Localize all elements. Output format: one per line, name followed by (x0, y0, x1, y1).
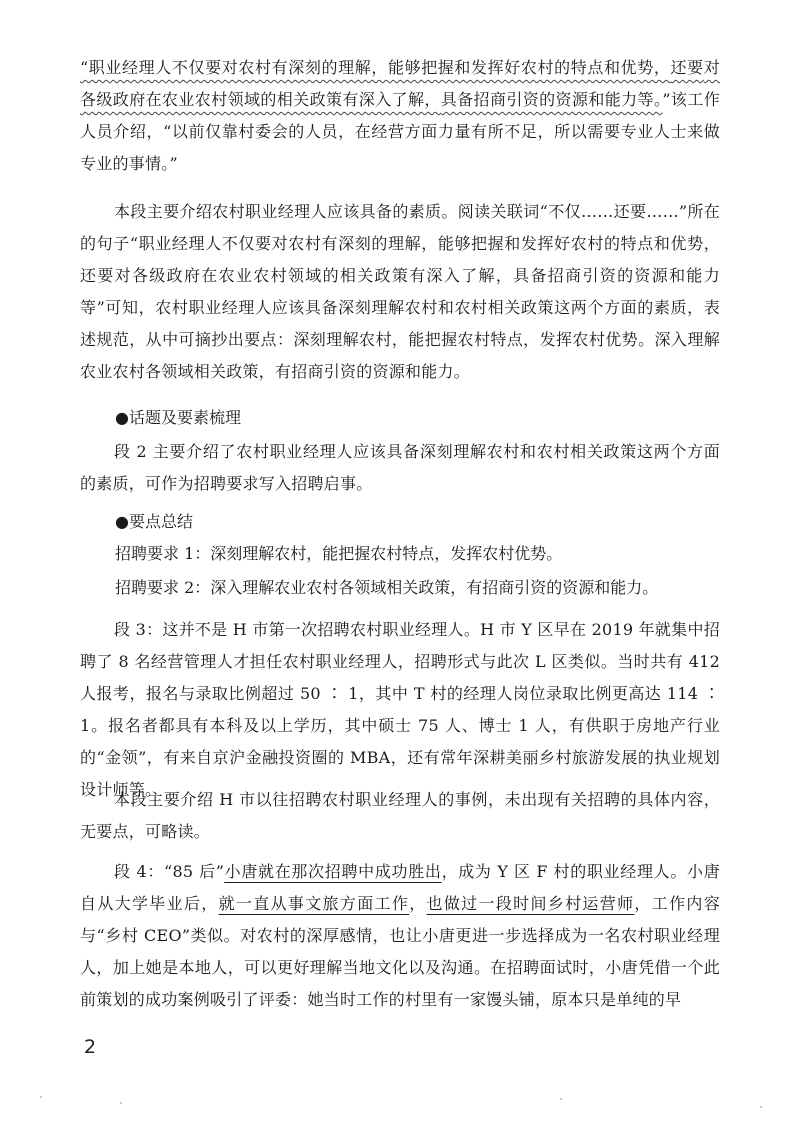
underlined-quote-4: 对各级政府在农业农村领域的相关政策有深入了解， (80, 58, 720, 109)
quote-rest: 该工作人员介绍，“以前仅靠村委会的人员，在经营方面力量有所不足，所以需要专业人士来做专业的事情。” (80, 90, 720, 173)
requirement-2: 招聘要求 2：深入理解农业农村各领域相关政策，有招商引资的资源和能力。 (115, 578, 659, 597)
requirement-1: 招聘要求 1：深刻理解农村，能把握农村特点，发挥农村优势。 (115, 544, 563, 563)
para4-underline-3: 也做过一段时间乡村运营师 (426, 894, 635, 913)
heading-topic: ●话题及要素梳理 (115, 408, 241, 427)
topic-paragraph: 段 2 主要介绍了农村职业经理人应该具备深刻理解农村和农村相关政策这两个方面的素质，可作为招聘要求写入招聘启事。 (80, 442, 720, 493)
para4-text-2: ，成为 Y 区 F 村的职业经理人。小唐自从大学毕业后， (80, 862, 720, 913)
quote-paragraph (80, 52, 720, 180)
para4-text-4: ，工作内容与“乡村 CEO”类似。对农村的深厚感情，也让小唐更进一步选择成为一名农村职业经理人，加上她是本地人，可以更好理解当地文化以及沟通。在招聘面试时，小唐凭借一个此前策划的成功案例吸引了评委：她当时工作的村里有一家馒头铺，原本只是单纯的早 (80, 894, 720, 1009)
underlined-quote-3: 还要 (670, 58, 704, 77)
underlined-quote-1: “职业经理人不仅要对农村有深刻的理解， (80, 58, 388, 77)
underlined-quote-2: 能够把握和发挥好农村的特点和优势， (387, 58, 671, 77)
paragraph-4 (80, 856, 720, 1016)
underlined-quote-5: 具备招商引资的资源和能力等。 (440, 90, 663, 109)
scan-speck (760, 1106, 762, 1108)
quote-close: ” (662, 90, 671, 109)
analysis-paragraph-3: 本段主要介绍 H 市以往招聘农村职业经理人的事例，未出现有关招聘的具体内容，无要点，可略读。 (80, 790, 720, 841)
para4-text-3: ， (409, 894, 427, 913)
paragraph-3: 段 3：这并不是 H 市第一次招聘农村职业经理人。H 市 Y 区早在 2019 年就集中招聘了 8 名经营管理人才担任农村职业经理人，招聘形式与此次 L 区类似。当时共有 412 人报考，报名与录取比例超过 50 ∶ 1，其中 T 村的经理人岗位录取比例更高达 114 ∶ 1。报名者都具有本科及以上学历，其中硕士 75 人、博士 1 人，有供职于房地产行业的“金领”，有来自京沪金融投资圈的 MBA，还有常年深耕美丽乡村旅游发展的执业规划设计师等。 (80, 620, 720, 799)
page-number: 2 (84, 1036, 97, 1058)
para4-text-1: 段 4：“85 后” (114, 862, 225, 881)
heading-summary: ●要点总结 (115, 512, 193, 531)
scan-speck (560, 1098, 562, 1100)
analysis-paragraph-1: 本段主要介绍农村职业经理人应该具备的素质。阅读关联词“不仅……还要……”所在的句子“职业经理人不仅要对农村有深刻的理解，能够把握和发挥好农村的特点和优势，还要对各级政府在农业农村领域的相关政策有深入了解，具备招商引资的资源和能力等”可知，农村职业经理人应该具备深刻理解农村和农村相关政策这两个方面的素质，表述规范，从中可摘抄出要点：深刻理解农村，能把握农村特点，发挥农村优势。深入理解农业农村各领域相关政策，有招商引资的资源和能力。 (80, 202, 720, 381)
scan-speck (120, 1102, 122, 1104)
para4-underline-1: 小唐就在那次招聘中成功胜出 (224, 862, 442, 881)
para4-underline-2: 就一直从事文旅方面工作 (218, 894, 410, 913)
scan-speck (40, 1096, 42, 1098)
